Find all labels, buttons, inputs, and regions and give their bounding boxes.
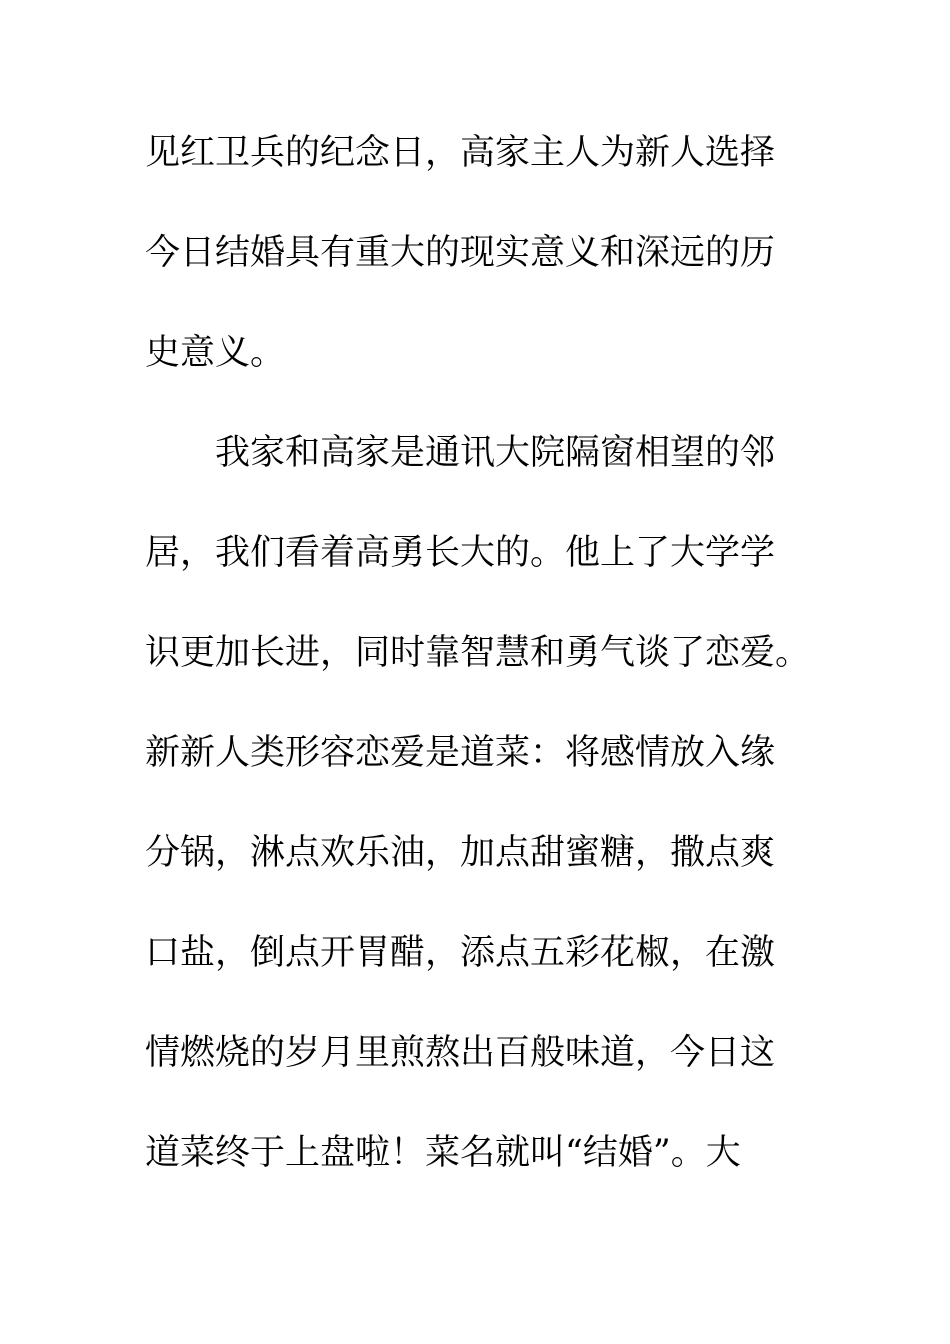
- paragraph-line: 口盐，倒点开胃醋，添点五彩花椒，在激: [145, 933, 776, 973]
- paragraph-line: 分锅，淋点欢乐油，加点甜蜜糖，撒点爽: [145, 833, 776, 873]
- paragraph-line: 今日结婚具有重大的现实意义和深远的历: [145, 233, 776, 273]
- paragraph-line: 情燃烧的岁月里煎熬出百般味道，今日这: [145, 1033, 776, 1073]
- paragraph-first-line: 我家和高家是通讯大院隔窗相望的邻: [215, 433, 776, 473]
- paragraph-line: 居，我们看着高勇长大的。他上了大学学: [145, 533, 776, 573]
- paragraph-line: 识更加长进，同时靠智慧和勇气谈了恋爱。: [145, 633, 811, 673]
- paragraph-line: 道菜终于上盘啦！菜名就叫“结婚”。大: [145, 1133, 741, 1173]
- paragraph-line: 见红卫兵的纪念日，高家主人为新人选择: [145, 133, 776, 173]
- paragraph-line: 新新人类形容恋爱是道菜：将感情放入缘: [145, 733, 776, 773]
- paragraph-line: 史意义。: [145, 333, 286, 373]
